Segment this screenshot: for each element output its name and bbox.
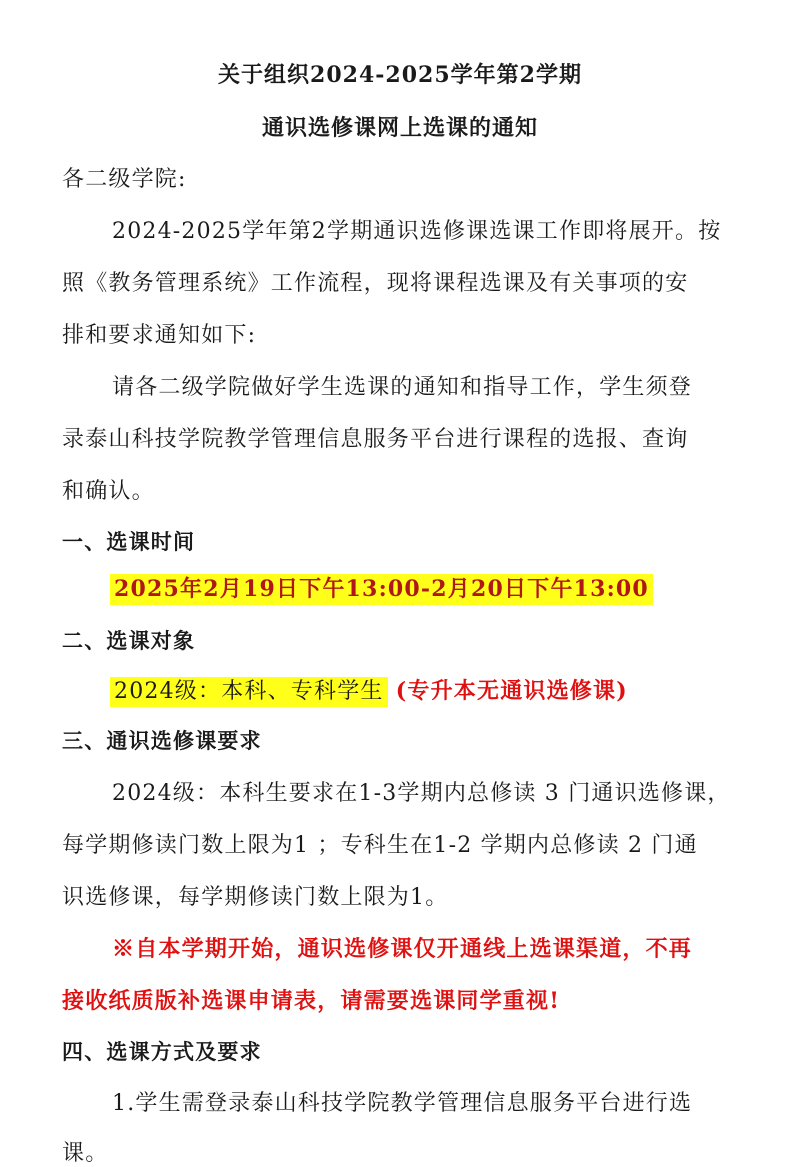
intro-line-2: 照《教务管理系统》工作流程，现将课程选课及有关事项的安: [62, 271, 689, 296]
section3-line-2: 每学期修读门数上限为1 ；专科生在1-2 学期内总修读 2 门通: [62, 833, 698, 858]
section3-line-1: 2024级：本科生要求在1-3学期内总修读 3 门通识选修课，: [112, 781, 731, 806]
para2-line-1: 请各二级学院做好学生选课的通知和指导工作，学生须登: [112, 375, 693, 400]
intro-line-1: 2024-2025学年第2学期通识选修课选课工作即将展开。按: [112, 219, 722, 244]
selection-target-row: [110, 674, 628, 705]
salutation: 各二级学院:: [62, 167, 187, 192]
section3-heading: 三、通识选修课要求: [62, 728, 262, 753]
document-title-line1: 关于组织2024-2025学年第2学期: [218, 62, 582, 88]
notice-warning-line-2: 接收纸质版补选课申请表，请需要选课同学重视!: [62, 988, 561, 1014]
section1-heading: 一、选课时间: [62, 529, 196, 554]
para2-line-3: 和确认。: [62, 479, 155, 504]
selection-time-highlight: 2025年2月19日下午13:00-2月20日下午13:00: [110, 574, 653, 605]
para2-line-2: 录泰山科技学院教学管理信息服务平台进行课程的选报、查询: [62, 427, 689, 452]
section4-item1-line-2: 课。: [62, 1141, 109, 1166]
section4-item1-line-1: 1.学生需登录泰山科技学院教学管理信息服务平台进行选: [112, 1091, 693, 1116]
notice-warning-line-1: ※自本学期开始，通识选修课仅开通线上选课渠道，不再: [112, 936, 693, 962]
selection-target-note: (专升本无通识选修课): [395, 678, 628, 704]
section2-heading: 二、选课对象: [62, 628, 196, 653]
intro-line-3: 排和要求通知如下:: [62, 323, 257, 348]
section3-line-3: 识选修课，每学期修读门数上限为1。: [62, 885, 449, 910]
document-title-line2: 通识选修课网上选课的通知: [261, 115, 538, 141]
section4-heading: 四、选课方式及要求: [62, 1039, 262, 1064]
selection-time-row: [110, 572, 653, 603]
selection-target-highlight: 2024级：本科、专科学生: [110, 677, 388, 707]
